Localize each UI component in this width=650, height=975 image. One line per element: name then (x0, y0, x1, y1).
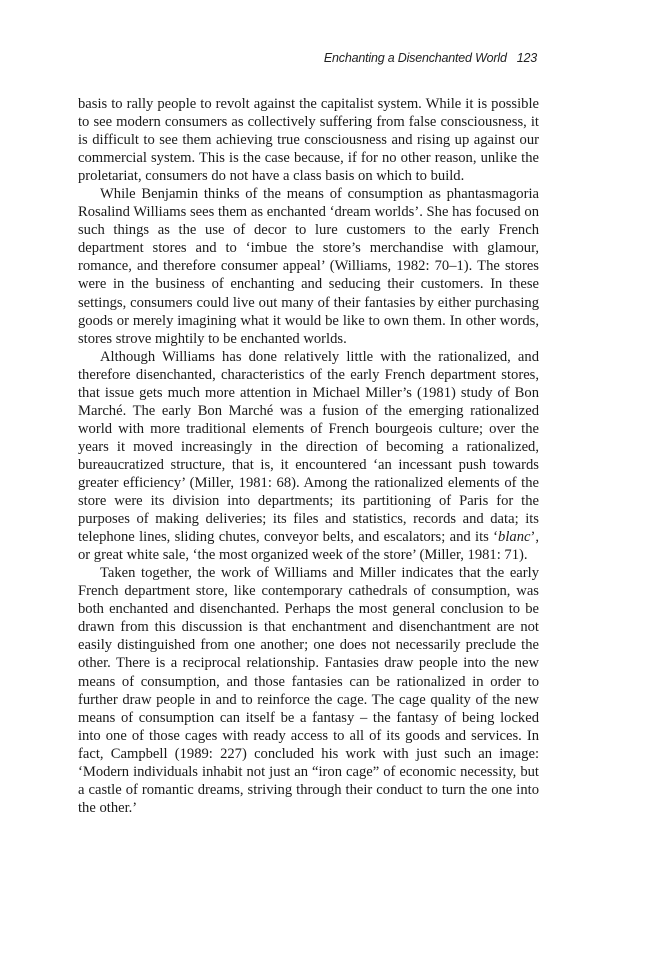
paragraph-benjamin-williams: While Benjamin thinks of the means of consumption as phantasmagoria Rosalind Williams sees them as enchanted ‘dream worlds’. She has focused on such things as the use of decor to lure customers to the early French department stores and to ‘imbue the store’s merchandise with glamour, romance, and therefore consumer appeal’ (Williams, 1982: 70–1). The stores were in the business of enchanting and seducing their customers. In these settings, consumers could live out many of their fantasies by either purchasing goods or merely imagining what it would be like to own them. In other words, stores strove mightily to be enchanted worlds. (78, 186, 539, 347)
paragraph-text-after: ’, or great white sale, ‘the most organized week of the store’ (Miller, 1981: 71). (78, 529, 539, 564)
running-title: Enchanting a Disenchanted World (323, 51, 507, 65)
paragraph-miller-bon-marche (78, 348, 539, 565)
body-text (78, 95, 539, 817)
page-number: 123 (516, 51, 537, 65)
emphasis-blanc: blanc (498, 529, 531, 546)
paragraph-conclusion: Taken together, the work of Williams and Miller indicates that the early French department store, like contemporary cathedrals of consumption, was both enchanted and disenchanted. Perhaps the most general conclusion to be drawn from this discussion is that enchantment and disenchantment are not easily distinguished from one another; one does not necessarily preclude the other. There is a reciprocal relationship. Fantasies draw people into the new means of consumption, and those fantasies can be rationalized in order to further draw people in and to reinforce the cage. The cage quality of the new means of consumption can itself be a fantasy – the fantasy of being locked into one of those cages with ready access to all of its goods and services. In fact, Campbell (1989: 227) concluded his work with just such an image: ‘Modern individuals inhabit not just an “iron cage” of economic necessity, but a castle of romantic dreams, striving through their conduct to turn the one into the other.’ (78, 565, 539, 816)
paragraph-continued: basis to rally people to revolt against the capitalist system. While it is possible to see modern consumers as collectively suffering from false consciousness, it is difficult to see them achieving true consciousness and rising up against our commercial system. This is the case because, if for no other reason, unlike the proletariat, consumers do not have a class basis on which to build. (78, 96, 539, 185)
paragraph-text-before: Although Williams has done relatively little with the rationalized, and therefore disenchanted, characteristics of the early French department stores, that issue gets much more attention in Michael Miller’s (1981) study of Bon Marché. The early Bon Marché was a fusion of the emerging rationalized world with more traditional elements of French bourgeois culture; over the years it moved increasingly in the direction of becoming a rationalized, bureaucratized structure, that is, it encountered ‘an incessant push towards greater efficiency’ (Miller, 1981: 68). Among the rationalized elements of the store were its division into departments; its partitioning of Paris for the purposes of making deliveries; its files and statistics, records and data; its telephone lines, sliding chutes, conveyor belts, and escalators; and its ‘ (78, 348, 539, 546)
running-head (324, 51, 537, 65)
